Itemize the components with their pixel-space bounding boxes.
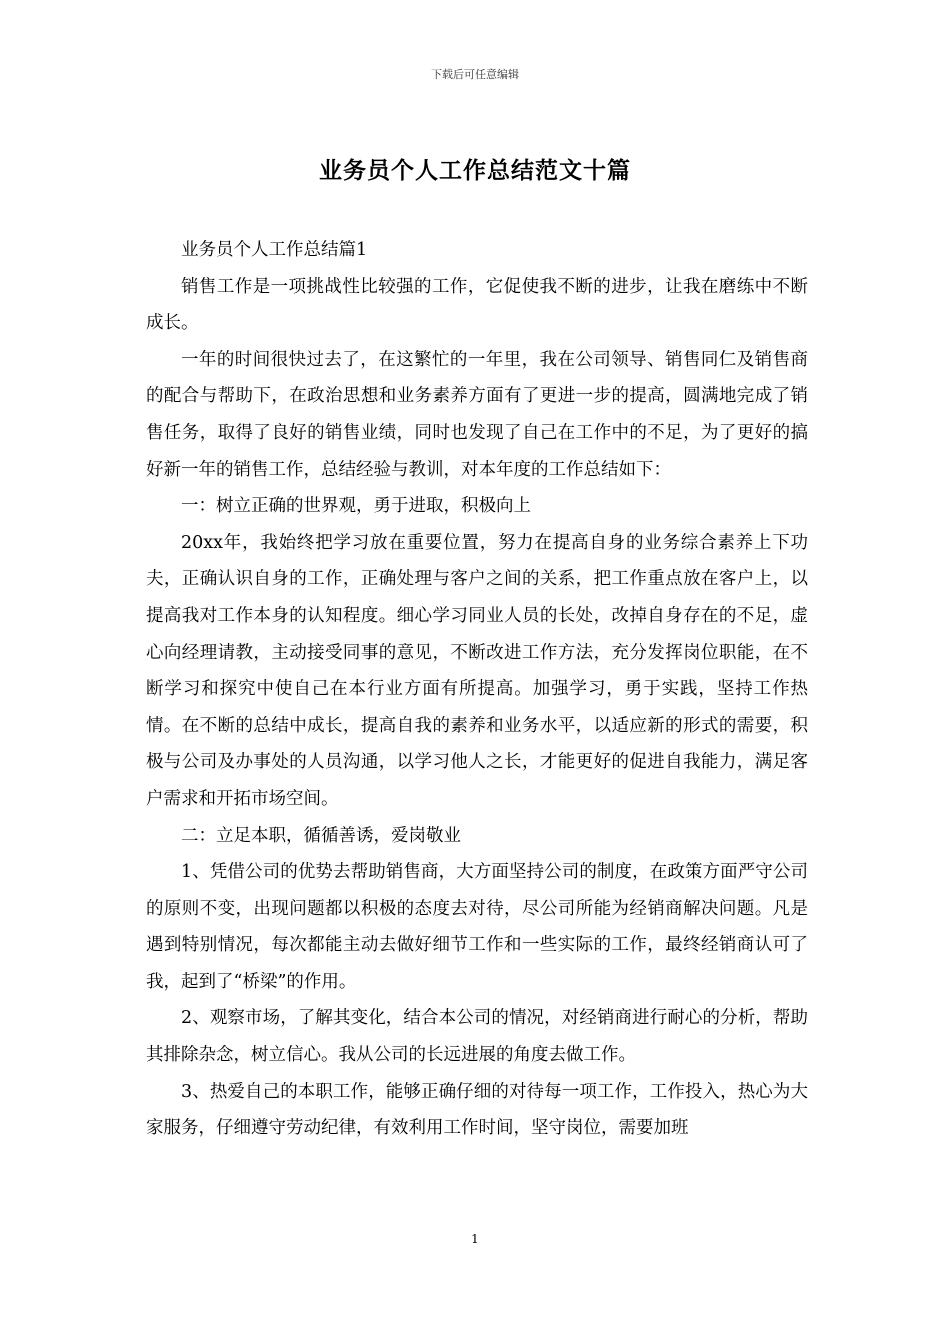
subsection-heading: 二：立足本职，循循善诱，爱岗敬业 [181, 825, 461, 846]
paragraph: 2、观察市场，了解其变化，结合本公司的情况，对经销商进行耐心的分析，帮助其排除杂念，树立信心。我从公司的长远进展的角度去做工作。 [146, 1008, 808, 1066]
page-header-note: 下载后可任意编辑 [431, 68, 519, 81]
paragraph: 20xx年，我始终把学习放在重要位置，努力在提高自身的业务综合素养上下功夫，正确认识自身的工作，正确处理与客户之间的关系，把工作重点放在客户上，以提高我对工作本身的认知程度。细心学习同业人员的长处，改掉自身存在的不足，虚心向经理请教，主动接受同事的意见，不断改进工作方法，充分发挥岗位职能，在不断学习和探究中使自己在本行业方面有所提高。加强学习，勇于实践，坚持工作热情。在不断的总结中成长，提高自我的素养和业务水平，以适应新的形式的需要，积极与公司及办事处的人员沟通，以学习他人之长，才能更好的促进自我能力，满足客户需求和开拓市场空间。 [146, 532, 808, 809]
section-heading: 业务员个人工作总结篇1 [181, 240, 368, 260]
paragraph: 一年的时间很快过去了，在这繁忙的一年里，我在公司领导、销售同仁及销售商的配合与帮助下，在政治思想和业务素养方面有了更进一步的提高，圆满地完成了销售任务，取得了良好的销售业绩，同时也发现了自己在工作中的不足，为了更好的搞好新一年的销售工作，总结经验与教训，对本年度的工作总结如下： [146, 349, 808, 480]
paragraph: 1、凭借公司的优势去帮助销售商，大方面坚持公司的制度，在政策方面严守公司的原则不变，出现问题都以积极的态度去对待，尽公司所能为经销商解决问题。凡是遇到特别情况，每次都能主动去做好细节工作和一些实际的工作，最终经销商认可了我，起到了“桥梁”的作用。 [146, 862, 808, 992]
paragraph: 3、热爱自己的本职工作，能够正确仔细的对待每一项工作，工作投入，热心为大家服务，仔细遵守劳动纪律，有效利用工作时间，坚守岗位，需要加班 [146, 1081, 808, 1139]
subsection-heading: 一：树立正确的世界观，勇于进取，积极向上 [181, 496, 531, 517]
paragraph: 销售工作是一项挑战性比较强的工作，它促使我不断的进步，让我在磨练中不断成长。 [146, 276, 808, 334]
page-number: 1 [471, 1232, 479, 1246]
document-title: 业务员个人工作总结范文十篇 [319, 157, 631, 184]
document-body [146, 232, 808, 1147]
